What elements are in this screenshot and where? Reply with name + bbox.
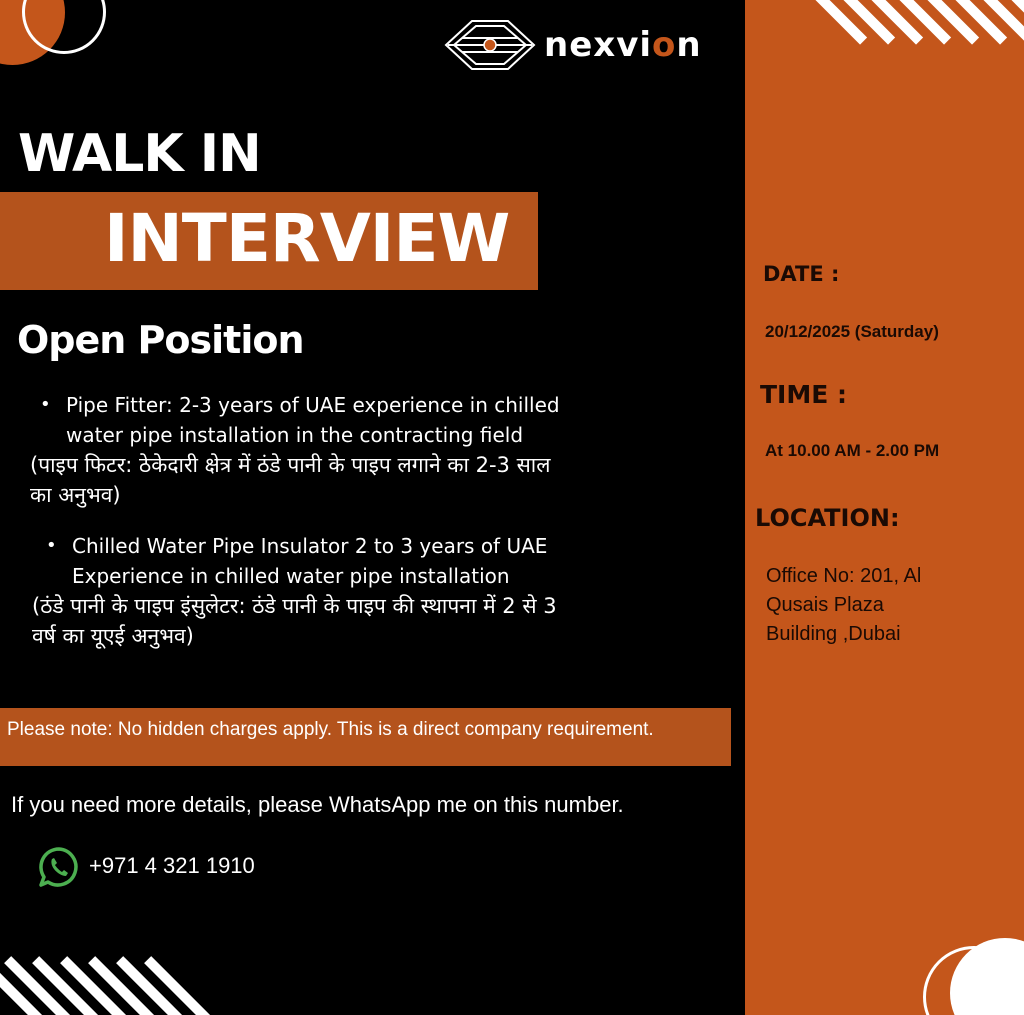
bullet-icon: • [46, 535, 57, 556]
time-value: At 10.00 AM - 2.00 PM [765, 441, 940, 460]
decorative-stripes-bottom [0, 965, 200, 1015]
open-position-title: Open Position [17, 318, 304, 362]
date-value: 20/12/2025 (Saturday) [765, 322, 939, 341]
position-english-line: water pipe installation in the contracting field [66, 423, 524, 447]
brand-logo [444, 18, 702, 72]
location-value: Office No: 201, Al Qusais Plaza Building ,Dubai [766, 565, 922, 645]
position-item [32, 531, 666, 651]
whatsapp-icon[interactable] [38, 846, 80, 888]
date-label: DATE : [763, 262, 840, 286]
decorative-stripes-top [815, 0, 1024, 45]
note-text: Please note: No hidden charges apply. This is a direct company requirement. [7, 719, 654, 740]
headline-interview: INTERVIEW [104, 200, 510, 277]
diamond-lines-logo-icon [444, 18, 536, 72]
position-english-line: Chilled Water Pipe Insulator 2 to 3 years of UAE [72, 534, 548, 558]
headline-walk-in: WALK IN [18, 124, 261, 184]
location-label: LOCATION: [755, 504, 900, 532]
position-english-line: Experience in chilled water pipe installation [72, 564, 510, 588]
brand-name: nexvion [544, 25, 702, 65]
position-hindi-line: (पाइप फिटर: ठेकेदारी क्षेत्र में ठंडे पानी के पाइप लगाने का 2-3 साल [30, 453, 551, 477]
position-item [30, 390, 680, 510]
position-hindi-line: (ठंडे पानी के पाइप इंसुलेटर: ठंडे पानी के पाइप की स्थापना में 2 से 3 [32, 594, 557, 618]
position-hindi-line: का अनुभव) [30, 483, 121, 507]
contact-message: If you need more details, please WhatsApp me on this number. [11, 792, 624, 817]
time-label: TIME : [760, 380, 848, 409]
position-hindi-line: वर्ष का यूएई अनुभव) [32, 624, 194, 648]
bullet-icon: • [40, 394, 51, 415]
right-panel [745, 0, 1024, 1015]
phone-number[interactable]: +971 4 321 1910 [89, 853, 255, 878]
position-english-line: Pipe Fitter: 2-3 years of UAE experience in chilled [66, 393, 560, 417]
